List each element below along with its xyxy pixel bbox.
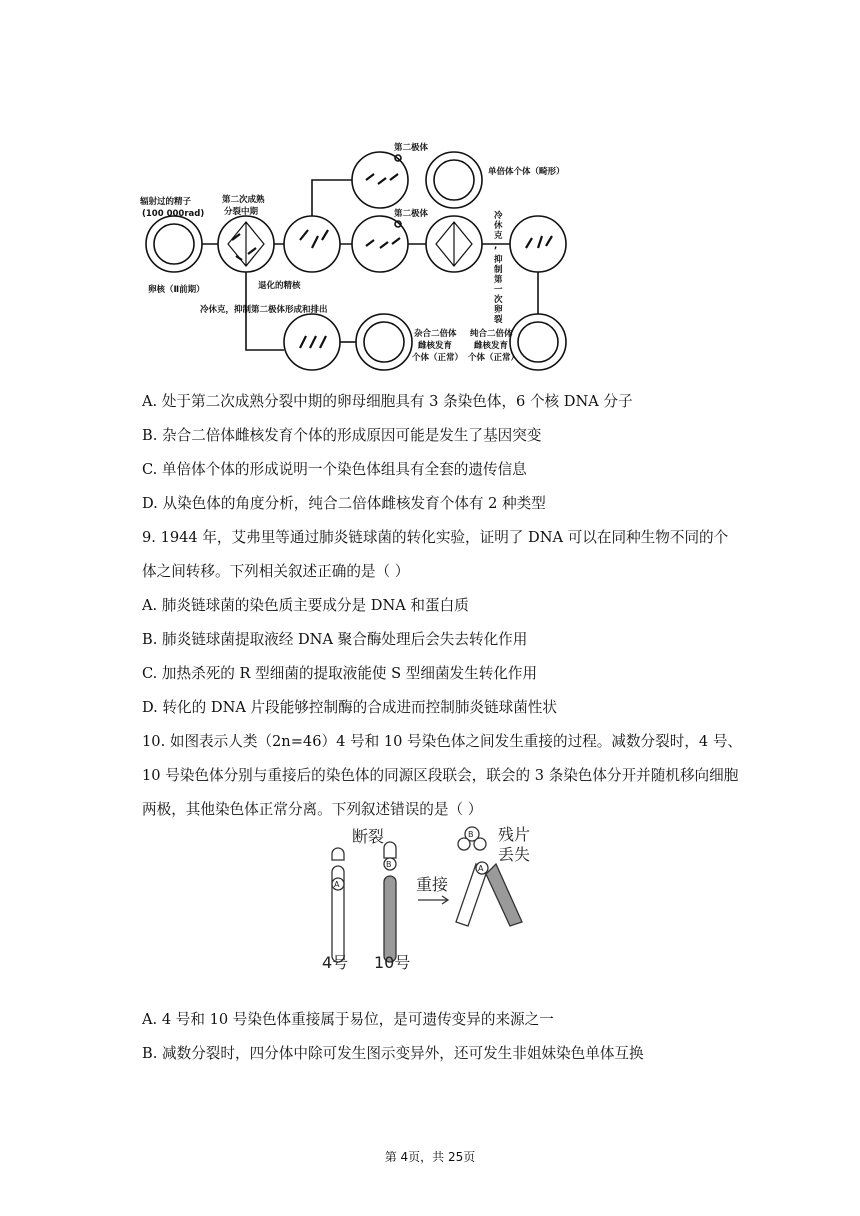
svg-text:裂: 裂 <box>494 315 503 325</box>
marker-b-10: B <box>386 860 392 869</box>
q9-stem-line-2: 体之间转移。下列相关叙述正确的是（ ） <box>142 563 410 580</box>
rejoin-label: 重接 <box>416 875 449 894</box>
cold-bottom-label: 冷休克，抑制第二极体形成和排出 <box>200 305 328 315</box>
chr4-label: 4号 <box>322 953 349 972</box>
marker-a-rejoined: A <box>478 864 484 873</box>
translocation-diagram <box>322 822 552 972</box>
break-label: 断裂 <box>352 827 385 846</box>
degen-label: 退化的精核 <box>258 281 301 291</box>
svg-text:制: 制 <box>494 265 503 275</box>
marker-a-4: A <box>334 880 340 889</box>
q8-option-a: A. 处于第二次成熟分裂中期的卵母细胞具有 3 条染色体，6 个核 DNA 分子 <box>142 393 633 410</box>
q10-stem-line-2: 10 号染色体分别与重接后的染色体的同源区段联会，联会的 3 条染色体分开并随机移向细胞 <box>142 767 739 784</box>
egg-label: 卵核（Ⅱ前期） <box>148 285 205 295</box>
svg-text:第: 第 <box>494 275 503 285</box>
svg-text:休: 休 <box>494 221 503 231</box>
q10-stem-line-1: 10. 如图表示人类（2n=46）4 号和 10 号染色体之间发生重接的过程。减数分裂时，4 号、 <box>142 733 743 750</box>
svg-text:卵: 卵 <box>494 305 503 315</box>
q10-stem-line-3: 两极，其他染色体正常分离。下列叙述错误的是（ ） <box>142 801 483 818</box>
hetero-label-3: 个体（正常） <box>412 353 464 363</box>
q10-option-b: B. 减数分裂时，四分体中除可发生图示变异外，还可发生非姐妹染色单体互换 <box>142 1045 644 1062</box>
polar-top-label: 第二极体 <box>394 143 429 153</box>
degen-sperm-cell <box>284 216 340 272</box>
cold-right-label <box>494 210 503 325</box>
hetero-label-2: 雌核发育 <box>418 341 453 351</box>
sperm-label: 辐射过的精子 <box>140 197 192 207</box>
svg-text:冷: 冷 <box>494 211 503 221</box>
haploid-label: 单倍体个体（畸形） <box>488 167 565 177</box>
homo-label-1: 纯合二倍体 <box>470 329 513 339</box>
q9-option-a: A. 肺炎链球菌的染色质主要成分是 DNA 和蛋白质 <box>142 597 469 614</box>
polar-mid-label: 第二极体 <box>394 209 429 219</box>
svg-text:克: 克 <box>494 231 503 241</box>
svg-text:次: 次 <box>494 295 503 305</box>
q8-option-d: D. 从染色体的角度分析，纯合二倍体雌核发育个体有 2 种类型 <box>142 495 546 512</box>
gynogenesis-diagram <box>140 136 590 372</box>
q10-option-a: A. 4 号和 10 号染色体重接属于易位，是可遗传变异的来源之一 <box>142 1011 554 1028</box>
svg-text:,: , <box>494 241 498 251</box>
marker-b-fragment: B <box>468 830 474 839</box>
homo-label-3: 个体（正常） <box>468 353 520 363</box>
sperm-dose-label: (100 000rad) <box>142 209 205 219</box>
fragment-label-2: 丢失 <box>498 845 531 864</box>
hetero-label-1: 杂合二倍体 <box>414 329 457 339</box>
q9-stem-line-1: 9. 1944 年，艾弗里等通过肺炎链球菌的转化实验，证明了 DNA 可以在同种生物不同的个 <box>142 529 729 546</box>
svg-text:一: 一 <box>494 285 503 295</box>
q9-option-b: B. 肺炎链球菌提取液经 DNA 聚合酶处理后会失去转化作用 <box>142 631 528 648</box>
meta2-label: 第二次成熟 <box>222 195 265 205</box>
q9-option-c: C. 加热杀死的 R 型细菌的提取液能使 S 型细菌发生转化作用 <box>142 665 538 682</box>
q8-option-c: C. 单倍体个体的形成说明一个染色体组具有全套的遗传信息 <box>142 461 527 478</box>
homo-label-2: 雌核发育 <box>474 341 509 351</box>
q9-option-d: D. 转化的 DNA 片段能够控制酶的合成进而控制肺炎链球菌性状 <box>142 699 557 716</box>
page-footer: 第 4页，共 25页 <box>384 1150 476 1164</box>
q8-option-b: B. 杂合二倍体雌核发育个体的形成原因可能是发生了基因突变 <box>142 427 542 444</box>
svg-text:抑: 抑 <box>494 255 503 265</box>
fragment-label-1: 残片 <box>498 825 531 844</box>
chr10-label: 10号 <box>374 953 411 972</box>
meta2b-label: 分裂中期 <box>224 207 259 217</box>
